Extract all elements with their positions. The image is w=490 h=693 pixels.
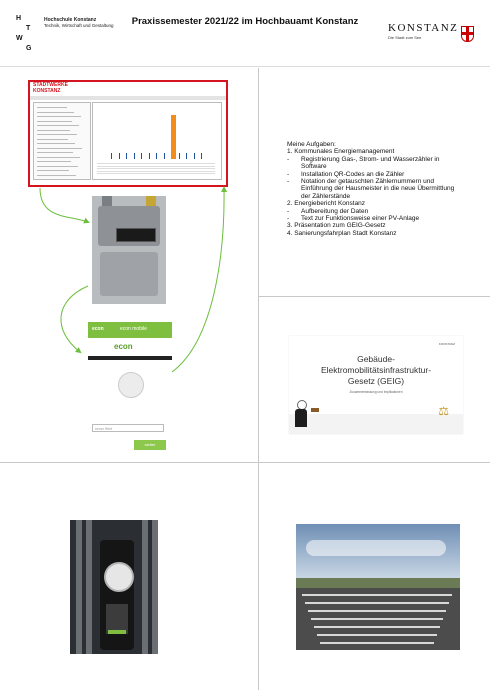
page-title: Praxissemester 2021/22 im Hochbauamt Konstanz (131, 16, 359, 27)
legend-row (97, 173, 215, 174)
mounting-rail (305, 602, 449, 604)
chart-bar (134, 153, 135, 159)
geig-presentation-slide (289, 336, 463, 434)
tree-row (37, 130, 70, 131)
meter-photo-circle (118, 372, 144, 398)
energy-software-screenshot (28, 80, 228, 187)
meter-body (100, 252, 158, 296)
mounting-rail (308, 610, 446, 612)
geig-slide-logo: KONSTANZ (438, 342, 455, 346)
chart-bar-highlight (171, 115, 176, 159)
konstanz-crest-icon (461, 26, 474, 42)
chart-bar (119, 153, 120, 159)
tree-row (37, 116, 81, 117)
tree-row (37, 148, 82, 149)
left-row-divider (0, 462, 258, 463)
legend-row (97, 163, 215, 164)
consumption-chart (92, 102, 222, 180)
mounting-rail (314, 626, 440, 628)
task-subitem: - Aufbereitung der Daten (287, 208, 457, 215)
task-item: 1. Kommunales Energiemanagement (287, 148, 395, 156)
chart-bar (179, 153, 180, 159)
roof-horizon (296, 578, 460, 588)
scales-of-justice-icon: ⚖ (438, 404, 449, 418)
task-item: 2. Energiebericht Konstanz (287, 200, 366, 208)
mounting-rail (311, 618, 443, 620)
task-subitem: - Installation QR-Codes an die Zähler (287, 171, 457, 178)
thermostat-dial (104, 562, 134, 592)
mounting-rail (320, 642, 434, 644)
weiter-button[interactable]: weiter (134, 440, 166, 450)
chart-legend (97, 163, 217, 175)
htwg-name-text: Hochschule Konstanz (44, 17, 97, 23)
gas-meter-photo (92, 196, 166, 304)
flat-roof-pv-mounting-photo (296, 524, 460, 650)
chart-bar (156, 153, 157, 159)
meter-value-input[interactable]: neuer Wert (92, 424, 164, 432)
roof-clouds (306, 540, 446, 556)
htwg-letter-t: T (26, 25, 32, 32)
mobile-header-logo: econ (92, 326, 104, 332)
tree-row (37, 170, 69, 171)
chart-bar (141, 153, 142, 159)
tasks-list (287, 141, 457, 237)
chart-bar (194, 153, 195, 159)
app-topbar (30, 82, 226, 97)
task-subitem: - Text zur Funktionsweise einer PV-Anlage (287, 215, 457, 222)
mounting-rail (317, 634, 437, 636)
roof-surface (296, 588, 460, 650)
tree-row (37, 134, 77, 135)
gavel-icon (311, 408, 319, 412)
arrow-meter-to-app (61, 286, 88, 352)
chart-bar (111, 153, 112, 159)
mounting-rail (302, 594, 452, 596)
geig-slide-subtitle: Zusammenfassung und Implikationen (349, 390, 403, 394)
tree-row (37, 125, 79, 126)
right-row-divider-2 (259, 462, 490, 463)
task-subitem: - Notation der getauschten Zählernummern und Einführung der Hausmeister in die neue Übermittlung der Zählerstände (287, 178, 457, 200)
konstanz-subtitle: Die Stadt zum See (388, 35, 422, 40)
tree-row (37, 121, 72, 122)
header-divider (0, 66, 490, 67)
econ-brand-logo: econ (114, 342, 133, 351)
mobile-app-header (88, 322, 172, 338)
chart-bar (126, 153, 127, 159)
chart-bar (201, 153, 202, 159)
meter-counter-display (116, 228, 156, 242)
arrow-software-to-meter (40, 188, 88, 222)
htwg-letter-g: G (26, 45, 33, 52)
task-item: 3. Präsentation zum GEIG-Gesetz (287, 222, 386, 230)
radiator-thermostat-photo (70, 520, 158, 654)
tree-row (37, 112, 74, 113)
tasks-heading: Meine Aufgaben: (287, 141, 336, 148)
app-nav (30, 96, 226, 100)
task-subitem: - Registrierung Gas-, Strom- und Wasserzähler in Software (287, 156, 457, 171)
tree-row (37, 157, 80, 158)
tree-row (37, 152, 73, 153)
tree-row (37, 143, 75, 144)
tree-row (37, 166, 78, 167)
legend-row (97, 168, 215, 169)
chart-bar (149, 153, 150, 159)
center-divider (258, 68, 259, 690)
chart-bar (164, 153, 165, 159)
htwg-letter-h: H (16, 15, 23, 22)
stadtwerke-logo: STADTWERKE KONSTANZ (33, 82, 68, 94)
meter-head (98, 206, 160, 246)
mobile-header-title: econ mobile (120, 326, 147, 332)
tree-row (37, 139, 68, 140)
legend-row (97, 166, 215, 167)
redacted-bar (88, 356, 172, 360)
chart-bar (186, 153, 187, 159)
htwg-letter-w: W (16, 35, 24, 42)
geig-slide-footer-band (289, 414, 463, 434)
tree-row (37, 161, 71, 162)
meter-tree-panel (33, 102, 91, 180)
tree-row (37, 107, 67, 108)
thermostat-green-strip (108, 630, 126, 634)
legend-row (97, 171, 215, 172)
right-row-divider-1 (259, 296, 490, 297)
task-item: 4. Sanierungsfahrplan Stadt Konstanz (287, 229, 397, 237)
judge-figure-icon (295, 400, 307, 428)
konstanz-logo: KONSTANZ (388, 22, 459, 34)
geig-slide-title: Gebäude- Elektromobilitätsinfrastruktur- Gesetz (GEIG) (320, 354, 432, 386)
htwg-subtitle: Technik, Wirtschaft und Gestaltung (44, 23, 114, 28)
tree-row (37, 175, 76, 176)
arrow-app-to-software (172, 188, 224, 372)
